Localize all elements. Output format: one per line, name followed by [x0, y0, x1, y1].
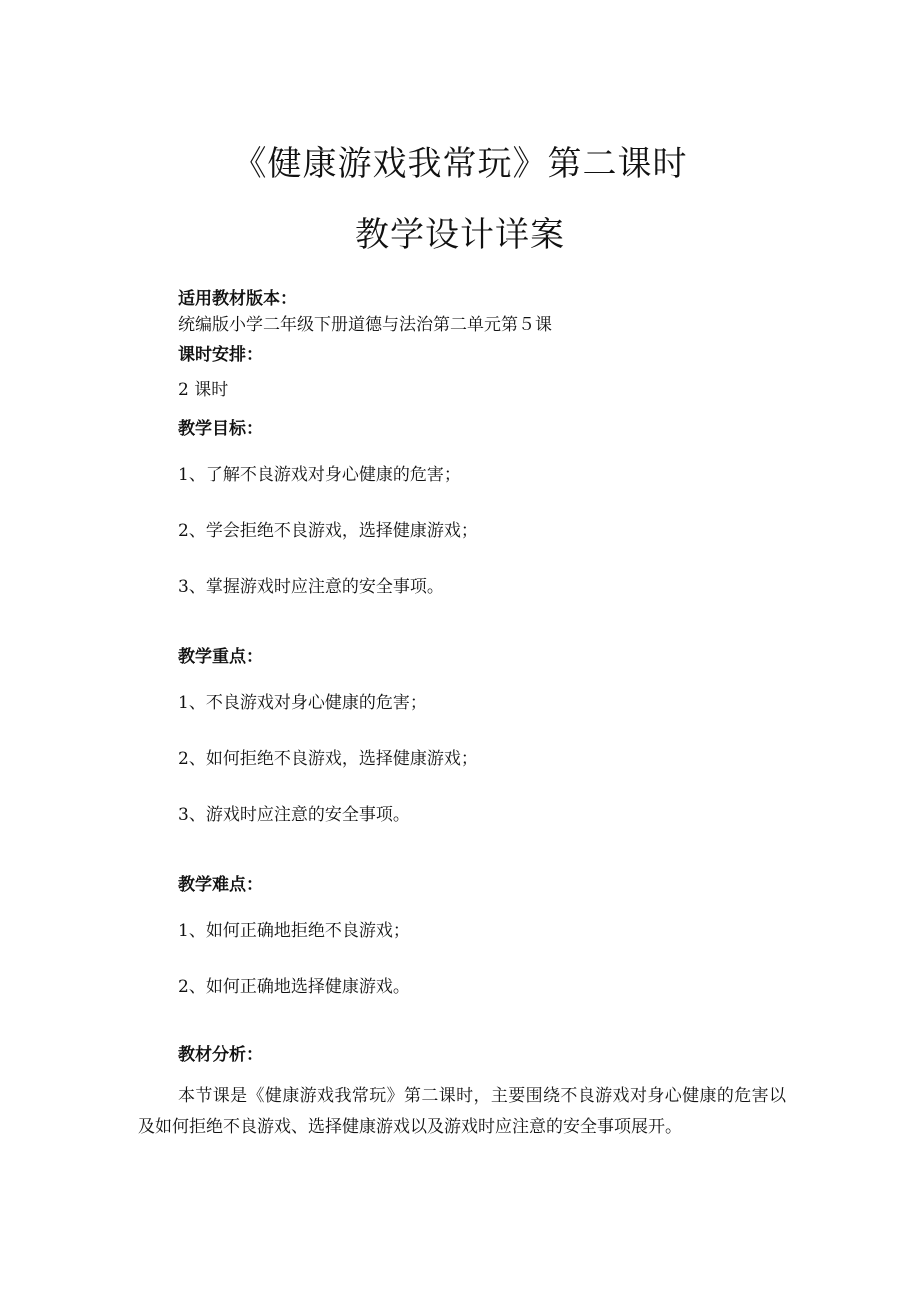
difficulties-label: 教学难点： [178, 875, 263, 895]
key-point-item: 1、不良游戏对身心健康的危害； [178, 693, 427, 713]
document-title: 《健康游戏我常玩》第二课时 [232, 144, 688, 184]
schedule-value: 2 课时 [178, 380, 229, 400]
key-points-label: 教学重点： [178, 647, 263, 667]
analysis-label: 教材分析： [178, 1045, 263, 1065]
difficulty-item: 1、如何正确地拒绝不良游戏； [178, 921, 410, 941]
objective-item: 1、了解不良游戏对身心健康的危害； [178, 465, 461, 485]
key-point-item: 2、如何拒绝不良游戏，选择健康游戏； [178, 749, 478, 769]
difficulty-item: 2、如何正确地选择健康游戏。 [178, 977, 410, 997]
key-point-item: 3、游戏时应注意的安全事项。 [178, 805, 410, 825]
schedule-label: 课时安排： [178, 345, 263, 365]
objectives-label: 教学目标： [178, 419, 263, 439]
textbook-label: 适用教材版本： [178, 289, 297, 309]
document-subtitle: 教学设计详案 [355, 215, 565, 255]
objective-item: 3、掌握游戏时应注意的安全事项。 [178, 577, 444, 597]
textbook-value: 统编版小学二年级下册道德与法治第二单元第５课 [178, 315, 552, 335]
objective-item: 2、学会拒绝不良游戏，选择健康游戏； [178, 521, 478, 541]
analysis-paragraph: 本节课是《健康游戏我常玩》第二课时，主要围绕不良游戏对身心健康的危害以及如何拒绝不良游戏、选择健康游戏以及游戏时应注意的安全事项展开。 [138, 1086, 786, 1137]
